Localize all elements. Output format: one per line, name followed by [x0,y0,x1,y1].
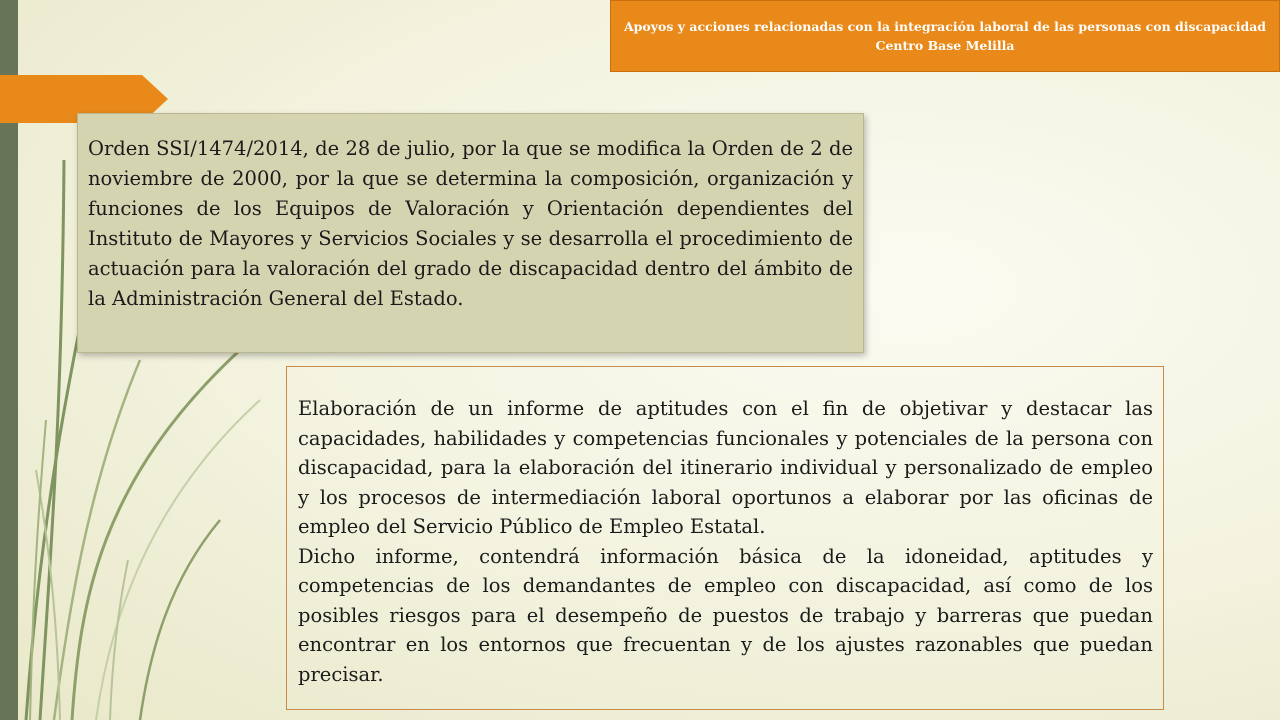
header-subtitle: Centro Base Melilla [875,38,1015,53]
informe-text-box [286,366,1164,710]
header-banner [610,0,1280,72]
orden-text: Orden SSI/1474/2014, de 28 de julio, por la que se modifica la Orden de 2 de noviembre de 2000, por la que se determina la composición, organización y funciones de los Equipos de Valoración y Orientación dependientes del Instituto de Mayores y Servicios Sociales y se desarrolla el procedimiento de actuación para la valoración del grado de discapacidad dentro del ámbito de la Administración General del Estado. [88,137,853,310]
orden-text-box [77,113,864,353]
informe-paragraph-1: Elaboración de un informe de aptitudes con el fin de objetivar y destacar las capacidades, habilidades y competencias funcionales y potenciales de la persona con discapacidad, para la elaboración del itinerario individual y personalizado de empleo y los procesos de intermediación laboral oportunos a elaborar por las oficinas de empleo del Servicio Público de Empleo Estatal. [298,397,1153,538]
informe-paragraph-2: Dicho informe, contendrá información básica de la idoneidad, aptitudes y competencias de los demandantes de empleo con discapacidad, así como de los posibles riesgos para el desempeño de puestos de trabajo y barreras que puedan encontrar en los entornos que frecuentan y de los ajustes razonables que puedan precisar. [298,544,1153,686]
header-title: Apoyos y acciones relacionadas con la integración laboral de las personas con discapacidad [623,19,1267,34]
